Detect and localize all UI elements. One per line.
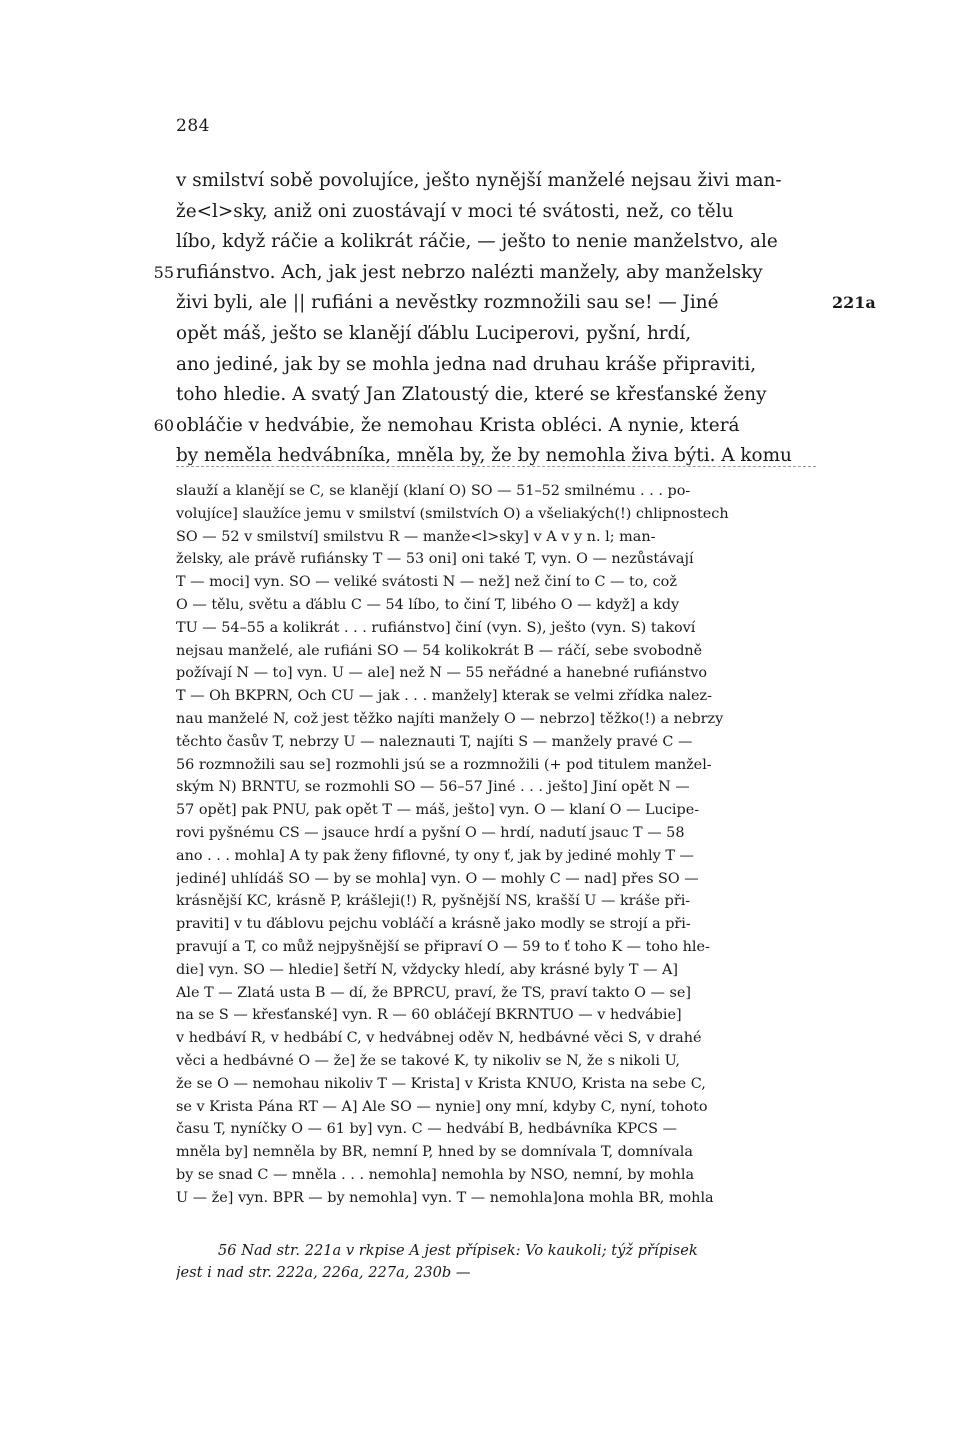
- apparatus-line: [0, 822, 960, 845]
- main-text: [0, 166, 960, 472]
- margin-folio-reference: 221a: [832, 293, 876, 313]
- apparatus-line: [0, 1073, 960, 1096]
- apparatus-line: [0, 936, 960, 959]
- page-number: 284: [176, 116, 210, 136]
- footnote-line-text: jest i nad str. 222a, 226a, 227a, 230b —: [176, 1264, 471, 1281]
- main-text-line: [0, 319, 960, 350]
- apparatus-line: [0, 1096, 960, 1119]
- apparatus-line: [0, 754, 960, 777]
- apparatus-line: [0, 480, 960, 503]
- apparatus-line-text: slauží a klanějí se C, se klanějí (klaní O) SO — 51–52 smilnému . . . po-: [176, 483, 691, 499]
- apparatus-line: [0, 708, 960, 731]
- apparatus-line: [0, 890, 960, 913]
- critical-apparatus: [0, 480, 960, 1210]
- main-text-line-text: opět máš, ješto se klanějí ďáblu Luciperovi, pyšní, hrdí,: [176, 322, 692, 344]
- main-text-line-text: líbo, když ráčie a kolikrát ráčie, — ješto to nenie manželstvo, ale: [176, 231, 778, 253]
- main-text-line-text: ano jediné, jak by se mohla jedna nad druhau kráše připraviti,: [176, 353, 757, 375]
- apparatus-line: [0, 526, 960, 549]
- main-text-line: [0, 197, 960, 228]
- apparatus-line-text: nau manželé N, což jest těžko najíti manžely O — nebrzo] těžko(!) a nebrzy: [176, 710, 724, 727]
- apparatus-line-text: v hedbáví R, v hedbábí C, v hedvábnej oděv N, hedbávné věci S, v drahé: [176, 1030, 702, 1047]
- apparatus-line: [0, 548, 960, 571]
- apparatus-line-text: požívají N — to] vyn. U — ale] než N — 55 neřádné a hanebné rufiánstvo: [176, 665, 708, 682]
- line-number: 55: [153, 262, 174, 282]
- apparatus-line: [0, 1118, 960, 1141]
- apparatus-line-text: krásnější KC, krásně P, krášleji(!) R, pyšnější NS, krašší U — kráše při-: [176, 893, 691, 910]
- main-text-line-text: že<l>sky, aniž oni zuostávají v moci té svátosti, než, co tělu: [176, 200, 734, 222]
- footnote-line: [0, 1240, 960, 1262]
- main-text-line: [0, 350, 960, 381]
- apparatus-line: [0, 845, 960, 868]
- apparatus-line: [0, 913, 960, 936]
- main-text-line: [0, 166, 960, 197]
- apparatus-line-text: SO — 52 v smilství] smilstvu R — manže<l>sky] v A v y n. l; man-: [176, 528, 656, 545]
- apparatus-line-text: mněla by] nemněla by BR, nemní P, hned by se domnívala T, domnívala: [176, 1144, 693, 1161]
- apparatus-line-text: těchto časův T, nebrzy U — naleznauti T, najíti S — manžely pravé C —: [176, 733, 693, 750]
- main-text-line: [0, 441, 960, 472]
- apparatus-line: [0, 594, 960, 617]
- apparatus-line: [0, 1004, 960, 1027]
- apparatus-line: [0, 868, 960, 891]
- apparatus-line: [0, 776, 960, 799]
- apparatus-line-text: jediné] uhlídáš SO — by se mohla] vyn. O — mohly C — nad] přes SO —: [176, 870, 699, 887]
- apparatus-line-text: praviti] v tu ďáblovu pejchu vobláčí a krásně jako modly se strojí a při-: [176, 916, 691, 933]
- apparatus-line: [0, 1141, 960, 1164]
- apparatus-line: [0, 731, 960, 754]
- apparatus-line: [0, 685, 960, 708]
- main-text-line-text: v smilství sobě povolujíce, ješto nynější manželé nejsau živi man-: [176, 170, 782, 191]
- main-text-line-text: rufiánstvo. Ach, jak jest nebrzo nalézti manžely, aby manželsky: [176, 261, 763, 283]
- apparatus-line: [0, 617, 960, 640]
- apparatus-line-text: ským N) BRNTU, se rozmohli SO — 56–57 Jiné . . . ješto] Jiní opět N —: [176, 779, 690, 796]
- apparatus-line-text: TU — 54–55 a kolikrát . . . rufiánstvo] činí (vyn. S), ješto (vyn. S) takoví: [176, 619, 696, 636]
- main-text-line: [0, 411, 960, 442]
- apparatus-line: [0, 662, 960, 685]
- apparatus-line-text: pravují a T, co můž nejpyšnější se připraví O — 59 to ť toho K — toho hle-: [176, 938, 710, 955]
- apparatus-line-text: U — že] vyn. BPR — by nemohla] vyn. T — nemohla]ona mohla BR, mohla: [176, 1189, 714, 1206]
- apparatus-line: [0, 1164, 960, 1187]
- apparatus-line: [0, 1050, 960, 1073]
- line-number: 60: [153, 415, 174, 435]
- apparatus-line-text: se v Krista Pána RT — A] Ale SO — nynie] ony mní, kdyby C, nyní, tohoto: [176, 1098, 708, 1115]
- apparatus-line-text: rovi pyšnému CS — jsauce hrdí a pyšní O — hrdí, nadutí jsauc T — 58: [176, 824, 685, 841]
- apparatus-line-text: nejsau manželé, ale rufiáni SO — 54 kolikokrát B — ráčí, sebe svobodně: [176, 642, 703, 659]
- apparatus-line-text: že se O — nemohau nikoliv T — Krista] v Krista KNUO, Krista na sebe C,: [176, 1075, 706, 1092]
- main-text-line: [0, 288, 960, 319]
- apparatus-line: [0, 571, 960, 594]
- apparatus-line: [0, 1027, 960, 1050]
- apparatus-line-text: 57 opět] pak PNU, pak opět T — máš, ješto] vyn. O — klaní O — Lucipe-: [176, 802, 700, 819]
- apparatus-line-text: 56 rozmnožili sau se] rozmohli jsú se a rozmnožili (+ pod titulem manžel-: [176, 756, 712, 773]
- main-text-line: [0, 258, 960, 289]
- apparatus-line: [0, 959, 960, 982]
- apparatus-line-text: věci a hedbávné O — že] že se takové K, ty nikoliv se N, že s nikoli U,: [176, 1052, 680, 1069]
- apparatus-line-text: T — Oh BKPRN, Och CU — jak . . . manžely] kterak se velmi zřídka nalez-: [176, 688, 712, 705]
- apparatus-line: [0, 503, 960, 526]
- apparatus-line-text: O — tělu, světu a ďáblu C — 54 líbo, to činí T, libého O — když] a kdy: [176, 596, 680, 613]
- main-text-line-text: živi byli, ale || rufiáni a nevěstky rozmnožili sau se! — Jiné: [176, 292, 719, 314]
- footnote-line-text: 56 Nad str. 221a v rkpise A jest přípisek: Vo kaukoli; týž přípisek: [218, 1242, 698, 1259]
- main-text-line: [0, 227, 960, 258]
- main-text-line-text: toho hledie. A svatý Jan Zlatoustý die, které se křesťanské ženy: [176, 384, 767, 406]
- section-divider: [176, 466, 816, 467]
- apparatus-line-text: T — moci] vyn. SO — veliké svátosti N — než] než činí to C — to, což: [176, 574, 677, 591]
- apparatus-line-text: die] vyn. SO — hledie] šetří N, vždycky hledí, aby krásné byly T — A]: [176, 961, 678, 978]
- apparatus-line-text: ano . . . mohla] A ty pak ženy fiflovné, ty ony ť, jak by jediné mohly T —: [176, 847, 694, 864]
- main-text-line-text: by neměla hedvábníka, mněla by, že by nemohla živa býti. A komu: [176, 445, 792, 467]
- apparatus-line-text: želsky, ale právě rufiánsky T — 53 oni] oni také T, vyn. O — nezůstávají: [176, 551, 694, 568]
- apparatus-line-text: Ale T — Zlatá usta B — dí, že BPRCU, praví, že TS, praví takto O — se]: [176, 984, 691, 1001]
- footnote: [0, 1240, 960, 1284]
- apparatus-line: [0, 799, 960, 822]
- main-text-line-text: obláčie v hedvábie, že nemohau Krista obléci. A nynie, která: [176, 414, 740, 436]
- footnote-line: [0, 1262, 960, 1284]
- apparatus-line-text: času T, nyníčky O — 61 by] vyn. C — hedvábí B, hedbávníka KPCS —: [176, 1121, 677, 1138]
- apparatus-line: [0, 1187, 960, 1210]
- apparatus-line: [0, 982, 960, 1005]
- apparatus-line: [0, 640, 960, 663]
- main-text-line: [0, 380, 960, 411]
- apparatus-line-text: by se snad C — mněla . . . nemohla] nemohla by NSO, nemní, by mohla: [176, 1166, 695, 1183]
- apparatus-line-text: na se S — křesťanské] vyn. R — 60 obláčejí BKRNTUO — v hedvábie]: [176, 1007, 682, 1024]
- apparatus-line-text: volujíce] slaužíce jemu v smilství (smilstvích O) a všeliakých(!) chlipnostech: [176, 505, 729, 522]
